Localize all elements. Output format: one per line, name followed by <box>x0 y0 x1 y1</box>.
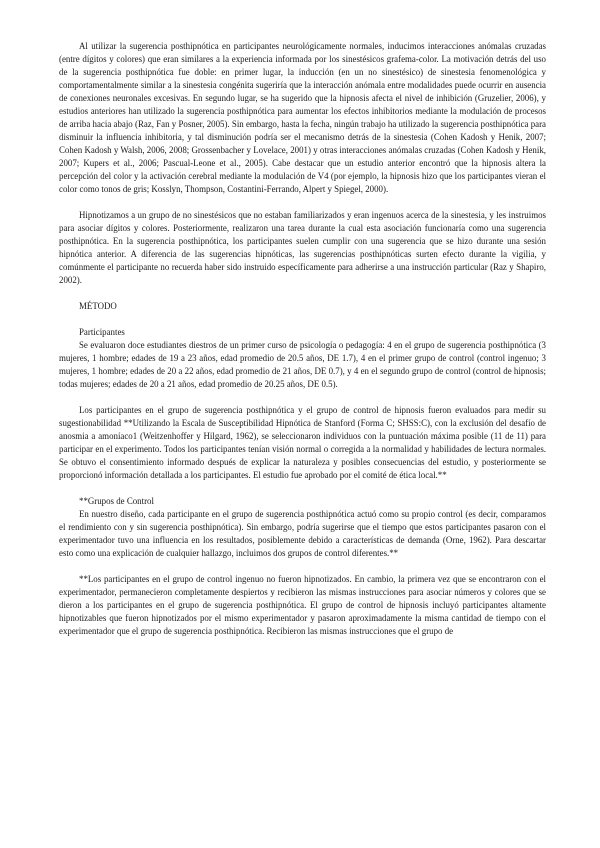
paragraph-suggestibility: Los participantes en el grupo de sugerencia posthipnótica y el grupo de control de hipnosis fueron evaluados para medir su sugestionabilidad **Utilizando la Escala de Susceptibilidad Hipnótica de Stanford (Forma C; SHSS:C), con la exclusión del desafío de anosmia a amoníaco1 (Weitzenhoffer y Hilgard, 1962), se seleccionaron individuos con la puntuación máxima posible (11 de 11) para participar en el experimento. Todos los participantes tenían visión normal o corregida a la normalidad y habilidades de lectura normales. Se obtuvo el consentimiento informado después de explicar la naturaleza y posibles consecuencias del estudio, y posteriormente se proporcionó información detallada a los participantes. El estudio fue aprobado por el comité de ética local.** <box>59 405 546 480</box>
document-page <box>59 40 546 638</box>
subsection-heading-participants: Participantes <box>79 327 125 337</box>
paragraph-participants: Se evaluaron doce estudiantes diestros de un primer curso de psicología o pedagogía: 4 en el grupo de sugerencia posthipnótica (3 mujeres, 1 hombre; edades de 19 a 23 años, edad promedio de 20.5 años, DE 1.7), 4 en el primer grupo de control (control ingenuo; 3 mujeres, 1 hombre; edades de 20 a 22 años, edad promedio de 21 años, DE 0.7), y 4 en el segundo grupo de control (control de hipnosis; todas mujeres; edades de 20 a 21 años, edad promedio de 20.25 años, DE 0.5). <box>59 340 546 389</box>
paragraph-design: En nuestro diseño, cada participante en el grupo de sugerencia posthipnótica actuó como su propio control (es decir, comparamos el rendimiento con y sin sugerencia posthipnótica). Sin embargo, podría sugerirse que el tiempo que estos participantes pasaron con el experimentador tuvo una influencia en los resultados, posiblemente debido a características de demanda (Orne, 1962). Para descartar esto como una explicación de cualquier hallazgo, incluimos dos grupos de control diferentes.** <box>59 509 546 558</box>
paragraph-intro: Al utilizar la sugerencia posthipnótica en participantes neurológicamente normales, inducimos interacciones anómalas cruzadas (entre dígitos y colores) que eran similares a la experiencia informada por los sinestésicos grafema-color. La motivación detrás del uso de la sugerencia posthipnótica fue doble: en primer lugar, la inducción (en un no sinestésico) de sinestesia fenomenológica y comportamentalmente similar a la sinestesia congénita sugeriría que la interacción anómala entre modalidades puede ocurrir en ausencia de conexiones neuronales excesivas. En segundo lugar, se ha sugerido que la hipnosis afecta el nivel de inhibición (Gruzelier, 2006), y estudios anteriores han utilizado la sugerencia posthipnótica para aumentar los efectos inhibitorios mediante la modulación de procesos de arriba hacia abajo (Raz, Fan y Posner, 2005). Sin embargo, hasta la fecha, ningún trabajo ha utilizado la sugerencia posthipnótica para disminuir la influencia inhibitoria, y tal disminución podría ser el mecanismo detrás de la sinestesia (Cohen Kadosh y Henik, 2007; Cohen Kadosh y Walsh, 2006, 2008; Grossenbacher y Lovelace, 2001) y otras interacciones anómalas cruzadas (Cohen Kadosh y Henik, 2007; Kupers et al., 2006; Pascual-Leone et al., 2005). Cabe destacar que un estudio anterior encontró que la hipnosis altera la percepción del color y la activación cerebral mediante la modulación de V4 (por ejemplo, la hipnosis hizo que los participantes vieran el color como tonos de gris; Kosslyn, Thompson, Costantini-Ferrando, Alpert y Spiegel, 2000). <box>59 41 546 194</box>
section-heading-method: MÉTODO <box>79 301 117 311</box>
paragraph-hypnosis: Hipnotizamos a un grupo de no sinestésicos que no estaban familiarizados y eran ingenuos acerca de la sinestesia, y les instruimos para asociar dígitos y colores. Posteriormente, realizaron una tarea durante la cual esta asociación funcionaría como una sugerencia posthipnótica. En la sugerencia posthipnótica, los participantes suelen cumplir con una sugerencia que se hizo durante una sesión hipnótica anterior. A diferencia de las sugerencias hipnóticas, las sugerencias posthipnóticas surten efecto durante la vigilia, y comúnmente el participante no recuerda haber sido instruido específicamente para adherirse a una instrucción particular (Raz y Shapiro, 2002). <box>59 210 546 285</box>
subsection-heading-control-groups: **Grupos de Control <box>79 496 154 506</box>
paragraph-control-groups: **Los participantes en el grupo de control ingenuo no fueron hipnotizados. En cambio, la primera vez que se encontraron con el experimentador, permanecieron completamente despiertos y recibieron las mismas instrucciones para asociar números y colores que se dieron a los participantes en el grupo de sugerencia posthipnótica. El grupo de control de hipnosis incluyó participantes altamente hipnotizables que fueron hipnotizados por el mismo experimentador y pasaron aproximadamente la misma cantidad de tiempo con el experimentador que el grupo de sugerencia posthipnótica. Recibieron las mismas instrucciones que el grupo de <box>59 574 546 636</box>
